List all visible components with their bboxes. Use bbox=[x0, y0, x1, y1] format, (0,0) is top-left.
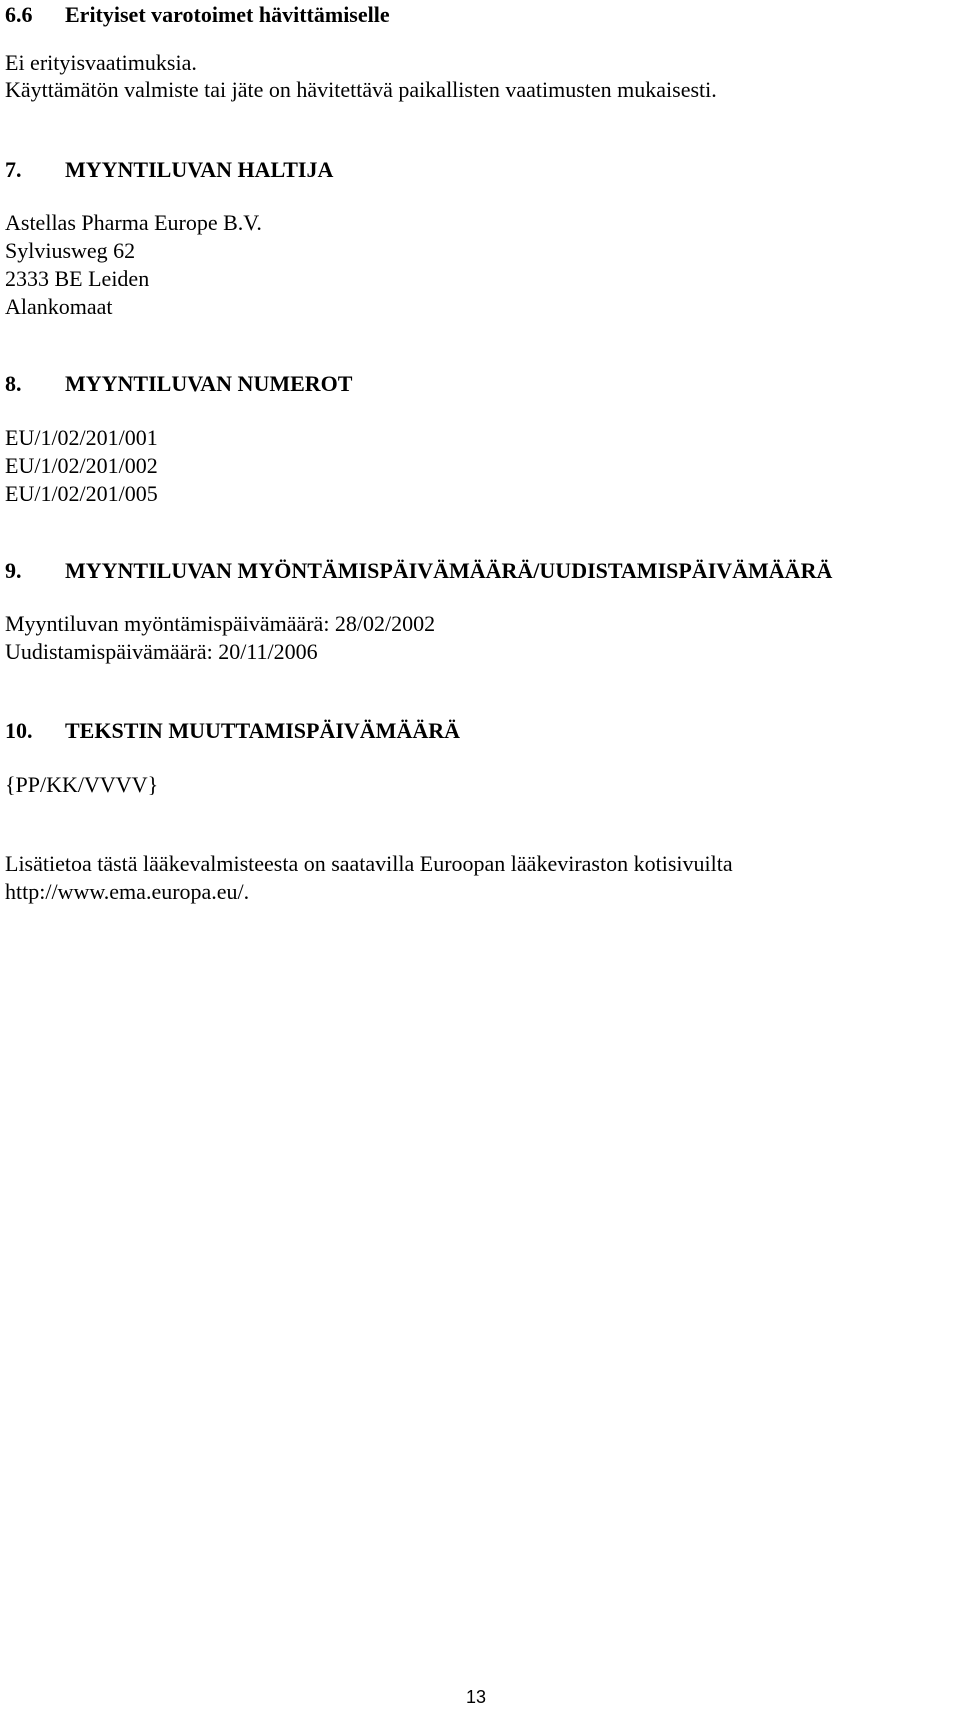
section-number: 10. bbox=[5, 718, 33, 743]
section-6-6-heading bbox=[5, 0, 390, 29]
section-title: Erityiset varotoimet hävittämiselle bbox=[65, 2, 390, 27]
section-title: MYYNTILUVAN HALTIJA bbox=[65, 157, 334, 182]
section-title: TEKSTIN MUUTTAMISPÄIVÄMÄÄRÄ bbox=[65, 718, 461, 743]
section-number: 8. bbox=[5, 371, 22, 396]
authorisation-number: EU/1/02/201/001 bbox=[5, 425, 158, 450]
renewal-date: Uudistamispäivämäärä: 20/11/2006 bbox=[5, 639, 318, 664]
authorisation-number: EU/1/02/201/005 bbox=[5, 481, 158, 506]
holder-street: Sylviusweg 62 bbox=[5, 238, 136, 263]
body-text-line: Ei erityisvaatimuksia. bbox=[5, 50, 197, 75]
section-8-heading bbox=[5, 369, 352, 398]
section-number: 9. bbox=[5, 558, 22, 583]
body-text-line: Käyttämätön valmiste tai jäte on hävitettävä paikallisten vaatimusten mukaisesti. bbox=[5, 77, 717, 102]
section-9-heading bbox=[5, 556, 832, 585]
section-10-heading bbox=[5, 716, 460, 745]
more-info-text: Lisätietoa tästä lääkevalmisteesta on saatavilla Euroopan lääkeviraston kotisivuilta bbox=[5, 851, 733, 876]
ema-website-link[interactable]: http://www.ema.europa.eu/. bbox=[5, 879, 250, 904]
first-authorisation-date: Myyntiluvan myöntämispäivämäärä: 28/02/2002 bbox=[5, 611, 436, 636]
holder-postal: 2333 BE Leiden bbox=[5, 266, 150, 291]
holder-name: Astellas Pharma Europe B.V. bbox=[5, 210, 262, 235]
section-title: MYYNTILUVAN MYÖNTÄMISPÄIVÄMÄÄRÄ/UUDISTAMISPÄIVÄMÄÄRÄ bbox=[65, 558, 833, 583]
section-title: MYYNTILUVAN NUMEROT bbox=[65, 371, 353, 396]
revision-date-placeholder: {PP/KK/VVVV} bbox=[5, 772, 159, 797]
authorisation-number: EU/1/02/201/002 bbox=[5, 453, 158, 478]
page-number: 13 bbox=[466, 1687, 487, 1707]
section-number: 7. bbox=[5, 157, 22, 182]
section-7-heading bbox=[5, 155, 333, 184]
holder-country: Alankomaat bbox=[5, 294, 113, 319]
section-number: 6.6 bbox=[5, 2, 33, 27]
